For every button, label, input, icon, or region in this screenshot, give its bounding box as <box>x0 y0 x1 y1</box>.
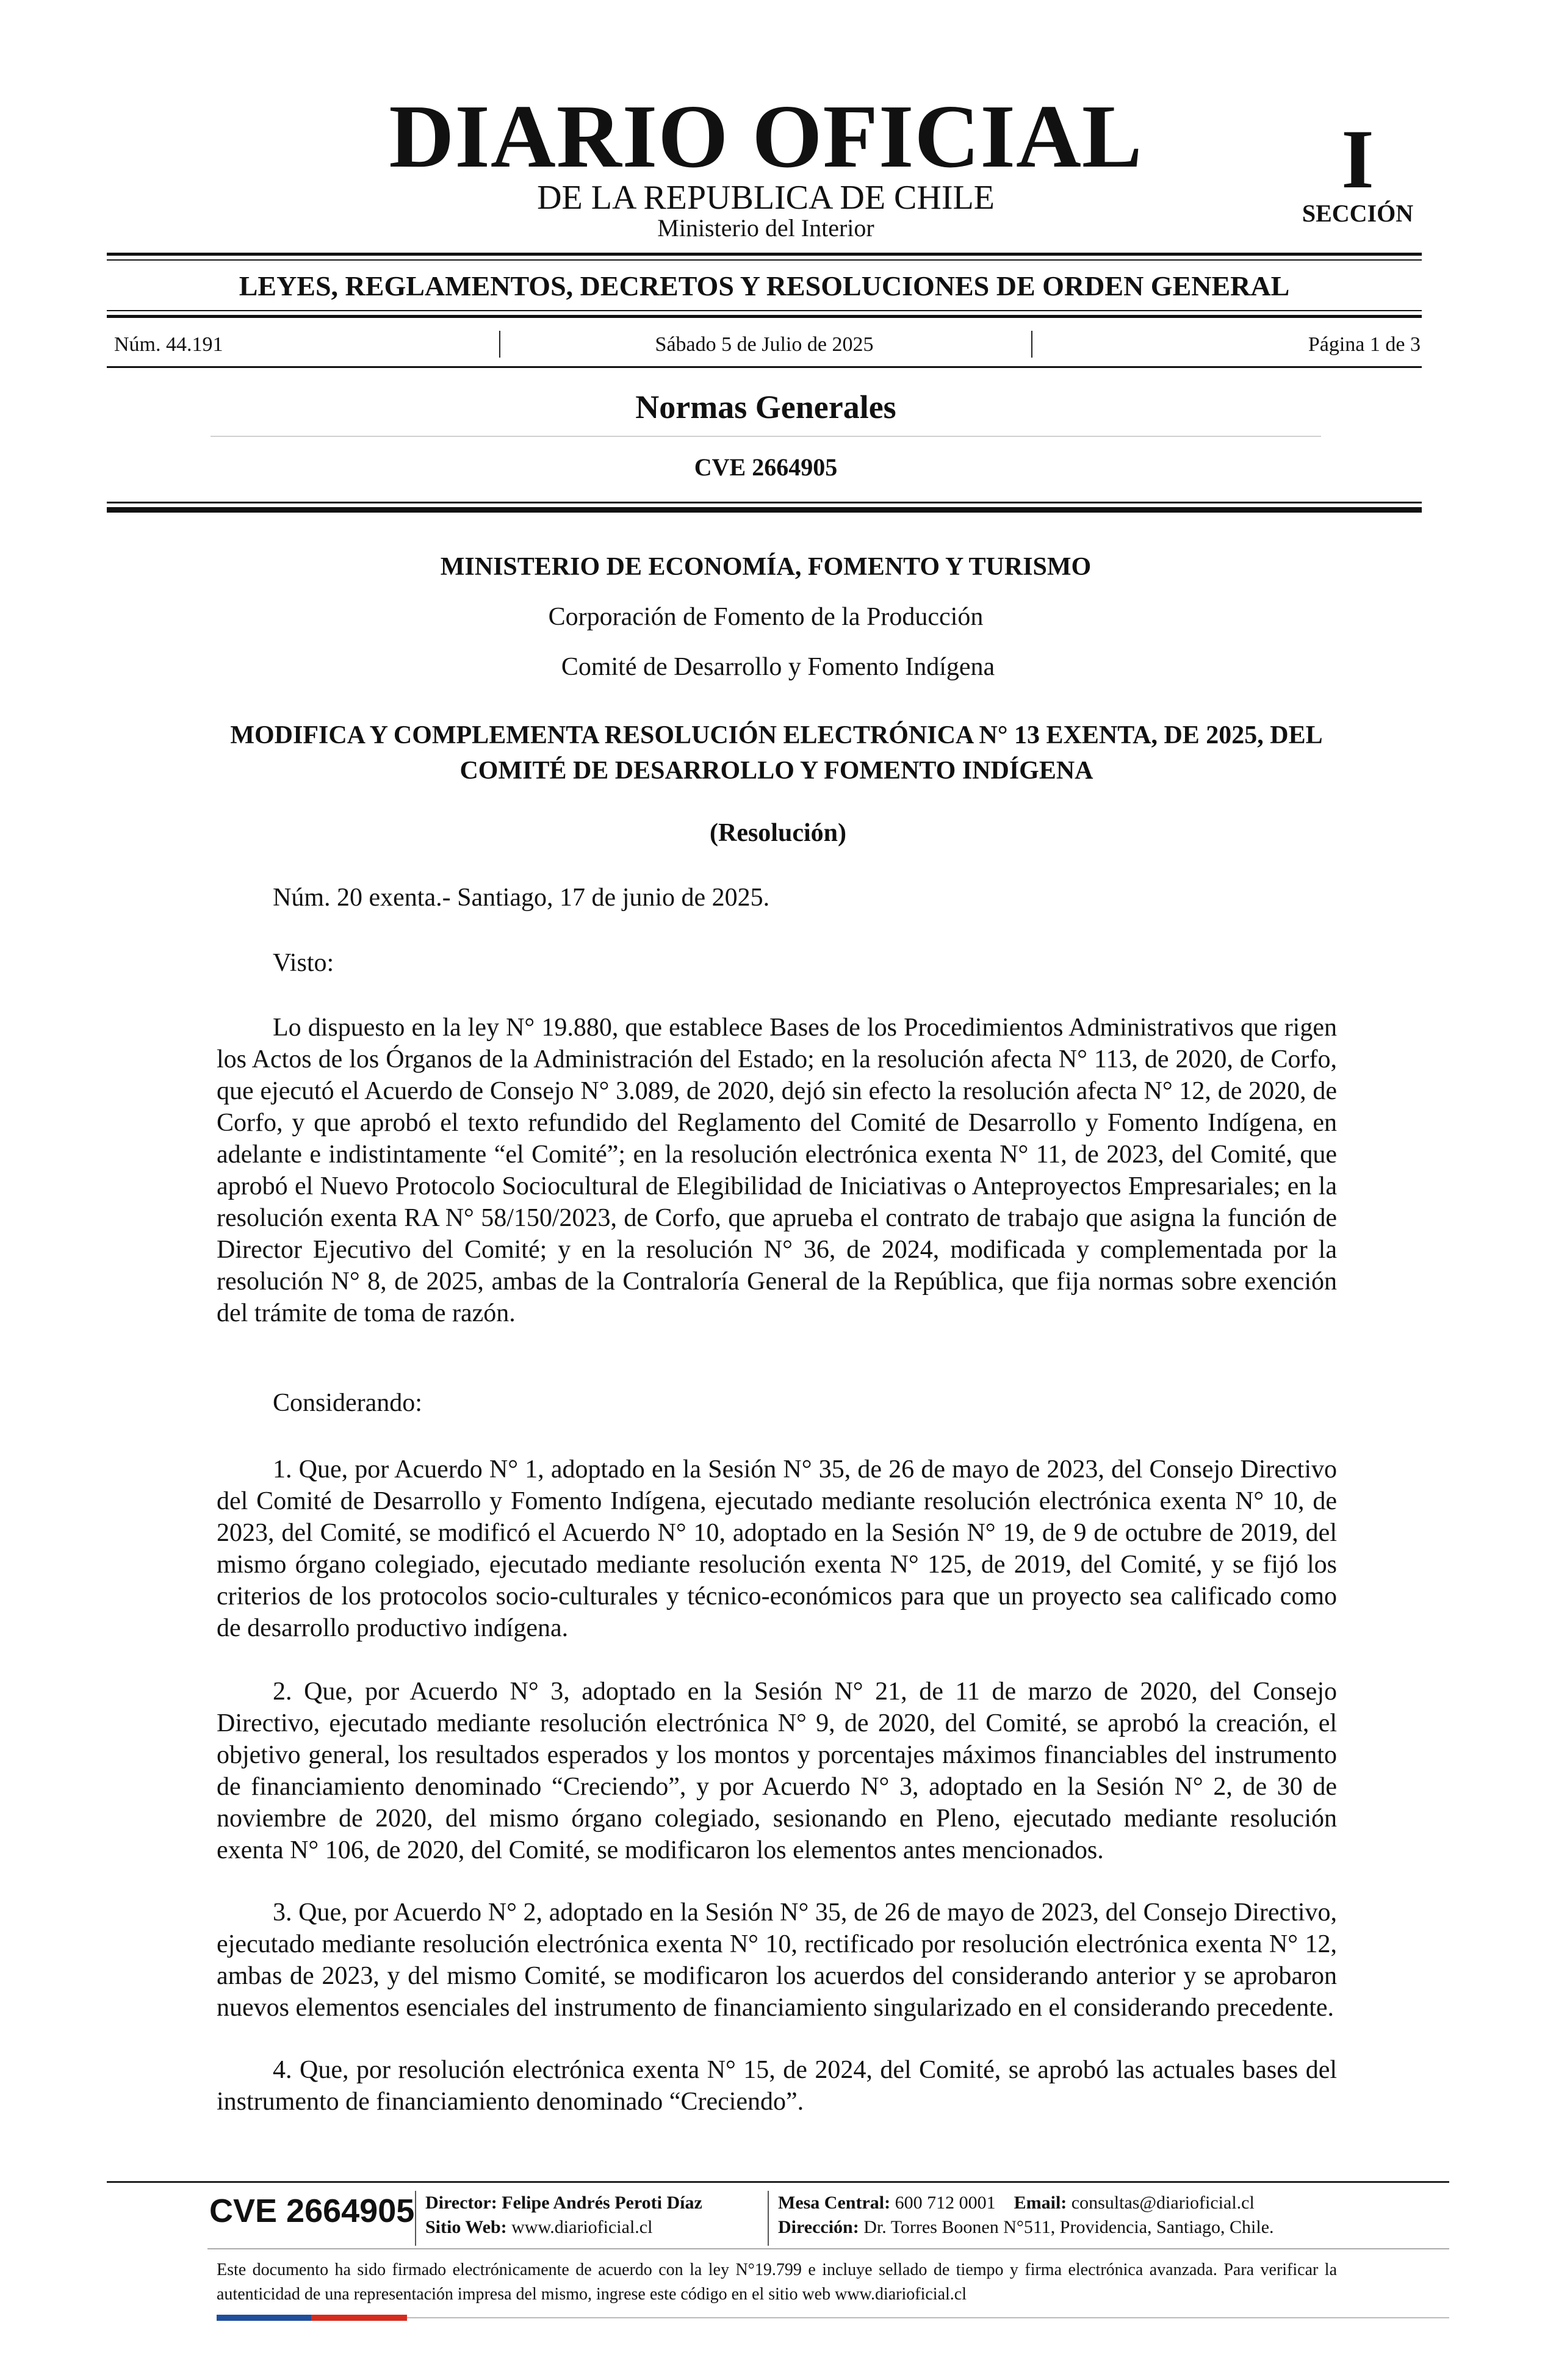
footer-address <box>778 2215 1274 2240</box>
considerando-item <box>217 1676 1337 1866</box>
resolution-number-line: Núm. 20 exenta.- Santiago, 17 de junio de 2025. <box>273 884 770 912</box>
footer-director <box>425 2191 702 2215</box>
considerando-text: 1. Que, por Acuerdo N° 1, adoptado en la Sesión N° 35, de 26 de mayo de 2023, del Consejo Directivo del Comité de Desarrollo y Fomento Indígena, ejecutado mediante resolución electrónica exenta N° 10, de 2023, del Comité, se modificó el Acuerdo N° 10, adoptado en la Sesión N° 19, de 9 de octubre de 2019, del mismo órgano colegiado, ejecutado mediante resolución exenta N° 125, de 2019, del Comité, y se fijó los criterios de los protocolos socio-culturales y técnico-económicos para que un proyecto sea calificado como de desarrollo productivo indígena. <box>217 1455 1337 1642</box>
resolution-title: MODIFICA Y COMPLEMENTA RESOLUCIÓN ELECTRÓNICA N° 13 EXENTA, DE 2025, DEL COMITÉ DE DESARROLLO Y FOMENTO INDÍGENA <box>230 721 1323 785</box>
considerando-item <box>217 1897 1337 2024</box>
visto-paragraph <box>217 1012 1337 1329</box>
section-heading: Normas Generales <box>635 389 896 425</box>
footer-divider <box>107 2181 1449 2183</box>
category-divider-thin <box>107 310 1422 311</box>
ministry-label: Ministerio del Interior <box>657 214 874 242</box>
considerando-label: Considerando: <box>273 1389 422 1417</box>
visto-text: Lo dispuesto en la ley N° 19.880, que establece Bases de los Procedimientos Administrativos que rigen los Actos de los Órganos de la Administración del Estado; en la resolución afecta N° 113, de 2020, de Corfo, que ejecutó el Acuerdo de Consejo N° 3.089, de 2020, dejó sin efecto la resolución afecta N° 12, de 2020, de Corfo, y que aprobó el texto refundido del Reglamento del Comité de Desarrollo y Fomento Indígena, en adelante e indistintamente “el Comité”; en la resolución electrónica exenta N° 11, de 2023, del Comité, que aprobó el Nuevo Protocolo Sociocultural de Elegibilidad de Iniciativas o Anteproyectos Empresariales; en la resolución exenta RA N° 58/150/2023, de Corfo, que aprueba el contrato de trabajo que asigna la función de Director Ejecutivo del Comité; y en la resolución N° 36, de 2024, modificada y complementada por la resolución N° 8, de 2025, ambas de la Contraloría General de la República, que fija normas sobre exención del trámite de toma de razón. <box>217 1014 1337 1327</box>
address-text: Dr. Torres Boonen N°511, Providencia, Santiago, Chile. <box>863 2217 1274 2237</box>
footer-website <box>425 2215 652 2240</box>
footer-cve-code: CVE 2664905 <box>209 2193 415 2229</box>
issue-number: Núm. 44.191 <box>114 333 223 356</box>
considerando-item <box>217 1454 1337 1644</box>
issue-date: Sábado 5 de Julio de 2025 <box>655 333 874 356</box>
flag-stripe-blue <box>217 2315 311 2321</box>
section-number: I <box>1341 112 1374 206</box>
footer-separator <box>768 2191 769 2246</box>
footer-divider-thin <box>207 2248 1449 2249</box>
considerando-text: 4. Que, por resolución electrónica exenta N° 15, de 2024, del Comité, se aprobó las actuales bases del instrumento de financiamiento denominado “Creciendo”. <box>217 2056 1337 2116</box>
header-divider-thin <box>107 502 1422 503</box>
category-banner: LEYES, REGLAMENTOS, DECRETOS Y RESOLUCIONES DE ORDEN GENERAL <box>239 270 1290 301</box>
heading-divider <box>211 436 1321 437</box>
email-label: Email: <box>1014 2193 1067 2213</box>
director-name: Felipe Andrés Peroti Díaz <box>502 2193 702 2213</box>
section-label: SECCIÓN <box>1302 200 1414 227</box>
website-link[interactable]: www.diarioficial.cl <box>511 2217 653 2237</box>
cve-code: CVE 2664905 <box>694 453 838 481</box>
address-label: Dirección: <box>778 2217 859 2237</box>
header-divider-thick <box>107 507 1422 513</box>
phone-number: 600 712 0001 <box>895 2193 996 2213</box>
flag-stripe-rule <box>407 2317 1449 2318</box>
issuing-committee: Comité de Desarrollo y Fomento Indígena <box>561 653 995 681</box>
issuing-agency: Corporación de Fomento de la Producción <box>548 603 984 631</box>
issue-divider <box>107 366 1422 368</box>
considerando-item <box>217 2054 1337 2118</box>
newspaper-title: DIARIO OFICIAL <box>389 87 1143 187</box>
resolution-kind: (Resolución) <box>710 819 846 847</box>
considerando-text: 3. Que, por Acuerdo N° 2, adoptado en la Sesión N° 35, de 26 de mayo de 2023, del Consejo Directivo, ejecutado mediante resolución electrónica exenta N° 10, rectificado por resolución electrónica exenta N° 12, ambas de 2023, y del mismo Comité, se modificaron los acuerdos del considerando anterior y se aprobaron nuevos elementos esenciales del instrumento de financiamiento singularizado en el considerando precedente. <box>217 1899 1337 2022</box>
masthead-divider-thin <box>107 259 1422 261</box>
visto-label: Visto: <box>273 949 334 977</box>
newspaper-subtitle: DE LA REPUBLICA DE CHILE <box>537 179 995 217</box>
page-indicator: Página 1 de 3 <box>1308 333 1421 356</box>
signature-notice: Este documento ha sido firmado electrónicamente de acuerdo con la ley N°19.799 e incluye sellado de tiempo y firma electrónica avanzada. Para verificar la autenticidad de una representación impresa del mismo, ingrese este código en el sitio web www.diarioficial.cl <box>217 2260 1337 2304</box>
footer-separator <box>415 2191 416 2246</box>
director-label: Director: <box>425 2193 497 2213</box>
footer-contact <box>778 2191 1255 2215</box>
issue-separator <box>1031 331 1032 358</box>
phone-label: Mesa Central: <box>778 2193 891 2213</box>
email-link[interactable]: consultas@diarioficial.cl <box>1071 2193 1255 2213</box>
website-label: Sitio Web: <box>425 2217 507 2237</box>
flag-stripe-red <box>311 2315 407 2321</box>
issuing-ministry: MINISTERIO DE ECONOMÍA, FOMENTO Y TURISMO <box>440 553 1092 581</box>
masthead-divider <box>107 253 1422 256</box>
category-divider <box>107 315 1422 318</box>
considerando-text: 2. Que, por Acuerdo N° 3, adoptado en la Sesión N° 21, de 11 de marzo de 2020, del Consejo Directivo, ejecutado mediante resolución electrónica N° 9, de 2020, del Comité, se aprobó la creación, el objetivo general, los resultados esperados y los montos y porcentajes máximos financiables del instrumento de financiamiento denominado “Creciendo”, y por Acuerdo N° 3, adoptado en la Sesión N° 2, de 30 de noviembre de 2020, del mismo órgano colegiado, sesionando en Pleno, ejecutado mediante resolución exenta N° 106, de 2020, del Comité, se modificaron los elementos antes mencionados. <box>217 1678 1337 1864</box>
